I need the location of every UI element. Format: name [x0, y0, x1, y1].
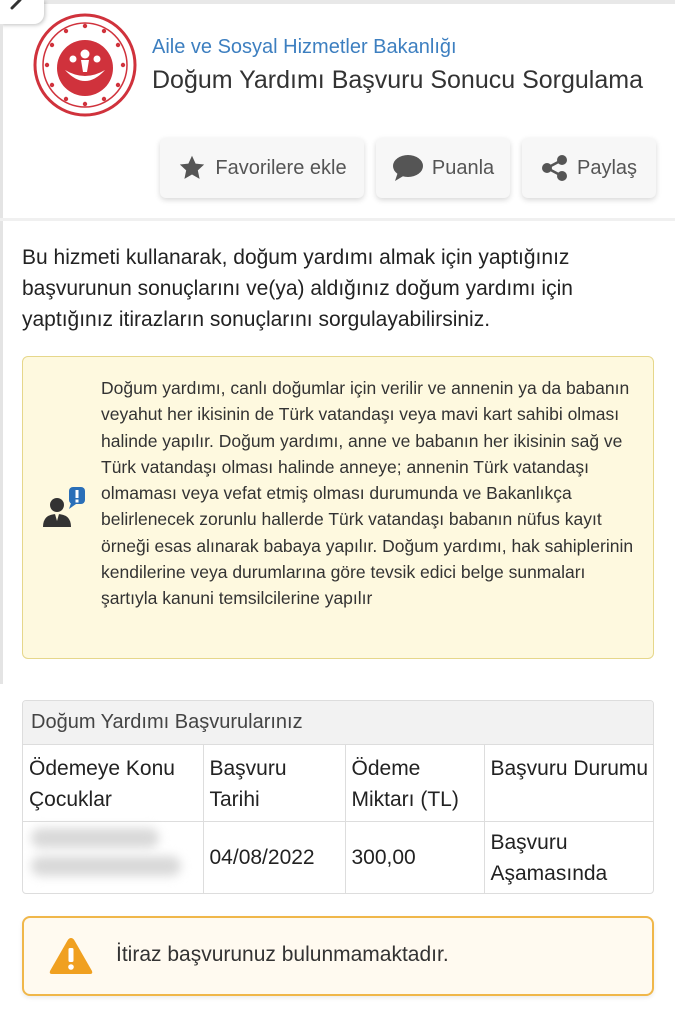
favorite-button[interactable]	[160, 138, 364, 198]
date-cell: 04/08/2022	[203, 821, 345, 894]
info-text: Doğum yardımı, canlı doğumlar için verilir ve annenin ya da babanın veyahut her ikisinin de Türk vatandaşı veya mavi kart sahibi olması halinde yapılır. Doğum yardımı, anne ve babanın her ikisinin sağ ve Türk vatandaşı olması halinde anneye; annenin Türk vatandaşı olmaması veya vefat etmiş olması durumunda ve Bakanlıkça belirlenecek zorunlu hallerde Türk vatandaşı babanın nüfus kayıt örneği esas alınarak babaya yapılır. Doğum yardımı, hak sahiplerinin kendilerine veya durumlarına göre tevsik edici belge sunmaları şartıyla kanuni temsilcilerine yapılır	[101, 378, 634, 609]
share-label: Paylaş	[576, 156, 638, 179]
objection-message: İtiraz başvurunuz bulunmamaktadır.	[116, 943, 449, 966]
favorite-label: Favorilere ekle	[215, 156, 347, 179]
person-alert-icon	[41, 485, 87, 529]
column-header-children: Ödemeye Konu Çocuklar	[23, 745, 203, 821]
service-description: Bu hizmeti kullanarak, doğum yardımı almak için yaptığınız başvurunun sonuçlarını ve(ya) aldığınız doğum yardımı için yaptığınız itirazların sonuçlarını sorgulayabilirsiniz.	[22, 246, 573, 331]
children-cell	[23, 821, 203, 894]
warning-icon	[48, 936, 94, 976]
table-row	[23, 821, 654, 894]
column-header-amount: Ödeme Miktarı (TL)	[345, 745, 484, 821]
redacted-child-name	[29, 824, 179, 882]
applications-title: Doğum Yardımı Başvurularınız	[23, 701, 653, 745]
objection-alert	[22, 916, 654, 996]
status-cell: Başvuru Aşamasında	[490, 830, 608, 885]
column-header-date: Başvuru Tarihi	[203, 745, 345, 821]
applications-panel	[22, 700, 654, 894]
service-header	[0, 0, 675, 220]
chat-bubble-icon	[392, 154, 424, 182]
column-header-status: Başvuru Durumu	[484, 745, 654, 821]
star-icon	[177, 154, 207, 182]
ministry-name[interactable]: Aile ve Sosyal Hizmetler Bakanlığı	[152, 36, 457, 58]
ministry-logo	[32, 12, 138, 118]
amount-cell: 300,00	[345, 821, 484, 894]
header-divider	[0, 218, 675, 221]
info-alert	[22, 356, 654, 659]
page-title: Doğum Yardımı Başvuru Sonucu Sorgulama	[152, 66, 643, 94]
rate-button[interactable]	[376, 138, 510, 198]
table-header-row	[23, 745, 654, 821]
share-button[interactable]	[522, 138, 656, 198]
rate-label: Puanla	[431, 156, 495, 179]
share-icon	[541, 154, 569, 182]
applications-table	[23, 745, 654, 894]
